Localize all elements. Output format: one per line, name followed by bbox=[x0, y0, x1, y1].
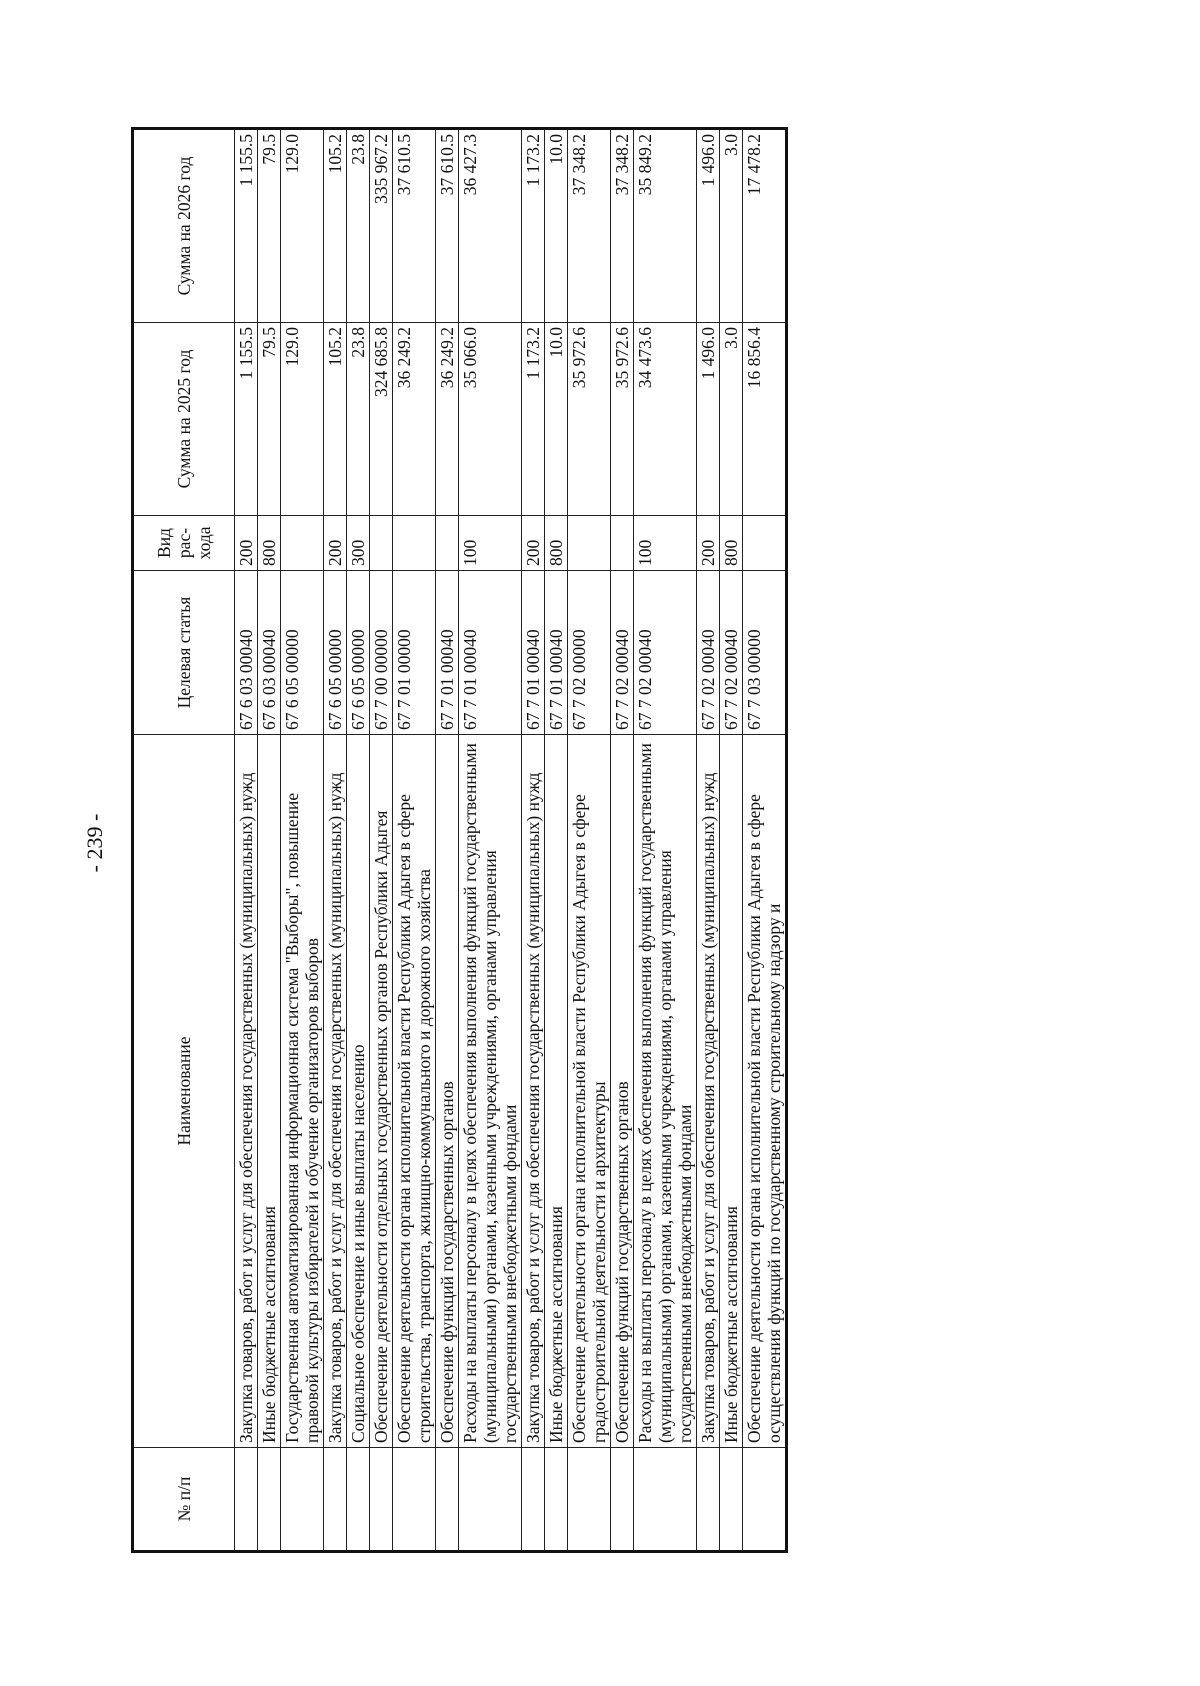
row-expense-type-cell: 200 bbox=[522, 516, 545, 571]
row-name-cell: Закупка товаров, работ и услуг для обеспечения государственных (муниципальных) нужд bbox=[235, 735, 258, 1448]
table-row bbox=[370, 129, 393, 1552]
table-row bbox=[393, 129, 436, 1552]
rotated-table-container bbox=[131, 130, 969, 1553]
row-expense-type-cell bbox=[743, 516, 787, 571]
row-sum-2026-cell: 37 348.2 bbox=[568, 129, 611, 323]
header-kind: Вид рас- хода bbox=[133, 516, 235, 571]
table-header-row bbox=[133, 129, 235, 1552]
row-name-cell: Обеспечение функций государственных органов bbox=[611, 735, 634, 1448]
row-expense-type-cell bbox=[393, 516, 436, 571]
row-number-cell bbox=[281, 1448, 324, 1552]
row-sum-2026-cell: 335 967.2 bbox=[370, 129, 393, 323]
table-row bbox=[611, 129, 634, 1552]
row-sum-2026-cell: 1 155.5 bbox=[235, 129, 258, 323]
row-number-cell bbox=[393, 1448, 436, 1552]
row-target-article-cell: 67 7 00 00000 bbox=[370, 571, 393, 735]
row-number-cell bbox=[743, 1448, 787, 1552]
row-target-article-cell: 67 6 05 00000 bbox=[324, 571, 347, 735]
row-target-article-cell: 67 7 02 00000 bbox=[568, 571, 611, 735]
row-target-article-cell: 67 6 03 00040 bbox=[235, 571, 258, 735]
row-sum-2025-cell: 3.0 bbox=[720, 323, 743, 516]
row-number-cell bbox=[258, 1448, 281, 1552]
row-number-cell bbox=[568, 1448, 611, 1552]
row-name-cell: Обеспечение деятельности отдельных государственных органов Республики Адыгея bbox=[370, 735, 393, 1448]
row-sum-2025-cell: 129.0 bbox=[281, 323, 324, 516]
row-expense-type-cell: 800 bbox=[258, 516, 281, 571]
row-sum-2025-cell: 36 249.2 bbox=[436, 323, 459, 516]
row-expense-type-cell bbox=[611, 516, 634, 571]
row-expense-type-cell: 800 bbox=[545, 516, 568, 571]
row-sum-2026-cell: 129.0 bbox=[281, 129, 324, 323]
table-row bbox=[324, 129, 347, 1552]
row-sum-2025-cell: 35 972.6 bbox=[611, 323, 634, 516]
table-row bbox=[720, 129, 743, 1552]
header-code: Целевая статья bbox=[133, 571, 235, 735]
row-sum-2026-cell: 1 173.2 bbox=[522, 129, 545, 323]
row-sum-2026-cell: 105.2 bbox=[324, 129, 347, 323]
row-number-cell bbox=[720, 1448, 743, 1552]
row-number-cell bbox=[611, 1448, 634, 1552]
row-expense-type-cell: 100 bbox=[459, 516, 522, 571]
row-number-cell bbox=[459, 1448, 522, 1552]
row-sum-2026-cell: 23.8 bbox=[347, 129, 370, 323]
row-sum-2025-cell: 1 496.0 bbox=[697, 323, 720, 516]
row-expense-type-cell: 100 bbox=[634, 516, 697, 571]
row-name-cell: Закупка товаров, работ и услуг для обеспечения государственных (муниципальных) нужд bbox=[522, 735, 545, 1448]
table-row bbox=[522, 129, 545, 1552]
row-name-cell: Обеспечение деятельности органа исполнительной власти Республики Адыгея в сфере строительства, транспорта, жилищно-коммунального и дорожного хозяйства bbox=[393, 735, 436, 1448]
header-name: Наименование bbox=[133, 735, 235, 1448]
row-expense-type-cell: 200 bbox=[235, 516, 258, 571]
table-row bbox=[347, 129, 370, 1552]
row-name-cell: Государственная автоматизированная информационная система "Выборы", повышение правовой культуры избирателей и обучение организаторов выборов bbox=[281, 735, 324, 1448]
row-target-article-cell: 67 7 01 00040 bbox=[436, 571, 459, 735]
row-sum-2025-cell: 23.8 bbox=[347, 323, 370, 516]
table-row bbox=[697, 129, 720, 1552]
row-number-cell bbox=[324, 1448, 347, 1552]
row-target-article-cell: 67 7 01 00040 bbox=[459, 571, 522, 735]
header-sum-2025: Сумма на 2025 год bbox=[133, 323, 235, 516]
table-row bbox=[258, 129, 281, 1552]
table-row bbox=[545, 129, 568, 1552]
row-target-article-cell: 67 6 03 00040 bbox=[258, 571, 281, 735]
row-number-cell bbox=[522, 1448, 545, 1552]
row-sum-2025-cell: 1 155.5 bbox=[235, 323, 258, 516]
table-row bbox=[743, 129, 787, 1552]
table-row bbox=[436, 129, 459, 1552]
row-sum-2026-cell: 3.0 bbox=[720, 129, 743, 323]
row-name-cell: Обеспечение функций государственных органов bbox=[436, 735, 459, 1448]
row-target-article-cell: 67 6 05 00000 bbox=[281, 571, 324, 735]
row-expense-type-cell bbox=[370, 516, 393, 571]
row-target-article-cell: 67 7 02 00040 bbox=[720, 571, 743, 735]
row-target-article-cell: 67 7 02 00040 bbox=[697, 571, 720, 735]
row-sum-2026-cell: 36 427.3 bbox=[459, 129, 522, 323]
row-number-cell bbox=[634, 1448, 697, 1552]
row-expense-type-cell: 200 bbox=[697, 516, 720, 571]
table-row bbox=[568, 129, 611, 1552]
row-sum-2025-cell: 79.5 bbox=[258, 323, 281, 516]
table-row bbox=[459, 129, 522, 1552]
row-number-cell bbox=[235, 1448, 258, 1552]
row-sum-2025-cell: 35 066.0 bbox=[459, 323, 522, 516]
row-number-cell bbox=[370, 1448, 393, 1552]
row-sum-2026-cell: 37 348.2 bbox=[611, 129, 634, 323]
row-target-article-cell: 67 7 03 00000 bbox=[743, 571, 787, 735]
row-sum-2025-cell: 324 685.8 bbox=[370, 323, 393, 516]
header-num: № п/п bbox=[133, 1448, 235, 1552]
row-number-cell bbox=[347, 1448, 370, 1552]
row-expense-type-cell: 300 bbox=[347, 516, 370, 571]
row-name-cell: Расходы на выплаты персоналу в целях обеспечения выполнения функций государственными (муниципальными) органами, казенными учреждениями, органами управления государственными внебюджетными фондами bbox=[634, 735, 697, 1448]
row-expense-type-cell: 200 bbox=[324, 516, 347, 571]
row-sum-2025-cell: 10.0 bbox=[545, 323, 568, 516]
page-number: - 239 - bbox=[82, 813, 107, 873]
row-sum-2026-cell: 10.0 bbox=[545, 129, 568, 323]
row-name-cell: Иные бюджетные ассигнования bbox=[545, 735, 568, 1448]
row-expense-type-cell bbox=[568, 516, 611, 571]
row-sum-2025-cell: 105.2 bbox=[324, 323, 347, 516]
header-sum-2026: Сумма на 2026 год bbox=[133, 129, 235, 323]
row-sum-2025-cell: 34 473.6 bbox=[634, 323, 697, 516]
row-expense-type-cell bbox=[281, 516, 324, 571]
row-name-cell: Иные бюджетные ассигнования bbox=[258, 735, 281, 1448]
row-name-cell: Социальное обеспечение и иные выплаты населению bbox=[347, 735, 370, 1448]
row-number-cell bbox=[545, 1448, 568, 1552]
row-expense-type-cell bbox=[436, 516, 459, 571]
row-sum-2026-cell: 37 610.5 bbox=[393, 129, 436, 323]
row-name-cell: Обеспечение деятельности органа исполнительной власти Республики Адыгея в сфере осуществления функций по государственному строительному надзору и bbox=[743, 735, 787, 1448]
row-sum-2025-cell: 16 856.4 bbox=[743, 323, 787, 516]
row-sum-2025-cell: 35 972.6 bbox=[568, 323, 611, 516]
row-sum-2025-cell: 36 249.2 bbox=[393, 323, 436, 516]
row-name-cell: Обеспечение деятельности органа исполнительной власти Республики Адыгея в сфере градостроительной деятельности и архитектуры bbox=[568, 735, 611, 1448]
row-sum-2025-cell: 1 173.2 bbox=[522, 323, 545, 516]
row-target-article-cell: 67 6 05 00000 bbox=[347, 571, 370, 735]
row-sum-2026-cell: 37 610.5 bbox=[436, 129, 459, 323]
row-target-article-cell: 67 7 01 00040 bbox=[522, 571, 545, 735]
budget-table bbox=[131, 127, 788, 1553]
row-name-cell: Расходы на выплаты персоналу в целях обеспечения выполнения функций государственными (муниципальными) органами, казенными учреждениями, органами управления государственными внебюджетными фондами bbox=[459, 735, 522, 1448]
row-target-article-cell: 67 7 01 00000 bbox=[393, 571, 436, 735]
row-name-cell: Иные бюджетные ассигнования bbox=[720, 735, 743, 1448]
row-target-article-cell: 67 7 02 00040 bbox=[634, 571, 697, 735]
row-name-cell: Закупка товаров, работ и услуг для обеспечения государственных (муниципальных) нужд bbox=[324, 735, 347, 1448]
row-sum-2026-cell: 35 849.2 bbox=[634, 129, 697, 323]
table-row bbox=[235, 129, 258, 1552]
row-name-cell: Закупка товаров, работ и услуг для обеспечения государственных (муниципальных) нужд bbox=[697, 735, 720, 1448]
row-sum-2026-cell: 1 496.0 bbox=[697, 129, 720, 323]
table-row bbox=[281, 129, 324, 1552]
table-body bbox=[235, 129, 787, 1552]
row-target-article-cell: 67 7 02 00040 bbox=[611, 571, 634, 735]
row-sum-2026-cell: 79.5 bbox=[258, 129, 281, 323]
row-number-cell bbox=[436, 1448, 459, 1552]
row-expense-type-cell: 800 bbox=[720, 516, 743, 571]
table-row bbox=[634, 129, 697, 1552]
row-target-article-cell: 67 7 01 00040 bbox=[545, 571, 568, 735]
row-sum-2026-cell: 17 478.2 bbox=[743, 129, 787, 323]
row-number-cell bbox=[697, 1448, 720, 1552]
